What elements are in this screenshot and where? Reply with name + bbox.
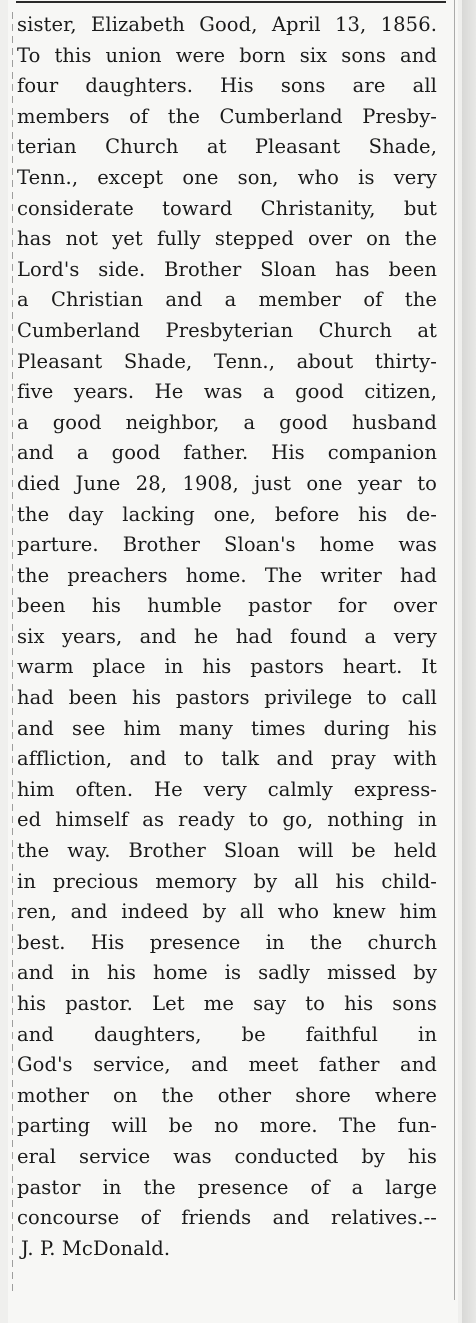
article-line: ren, and indeed by all who knew him xyxy=(17,900,437,924)
top-rule xyxy=(16,1,446,3)
article-line: Lord's side. Brother Sloan has been xyxy=(17,257,437,281)
article-line: parting will be no more. The fun- xyxy=(17,1114,437,1138)
article-line: five years. He was a good citizen, xyxy=(17,380,437,404)
article-line: a Christian and a member of the xyxy=(17,288,437,312)
article-line: and see him many times during his xyxy=(17,716,437,740)
article-line: To this union were born six sons and xyxy=(17,43,437,67)
article-line: in precious memory by all his child- xyxy=(17,869,437,893)
article-line: mother on the other shore where xyxy=(17,1083,437,1107)
article-line: considerate toward Christanity, but xyxy=(17,196,437,220)
left-margin-line xyxy=(12,12,13,1292)
article-line: and a good father. His companion xyxy=(17,441,437,465)
article-line: six years, and he had found a very xyxy=(17,624,437,648)
article-line: died June 28, 1908, just one year to xyxy=(17,471,437,495)
article-line: affliction, and to talk and pray with xyxy=(17,747,437,771)
article-line: concourse of friends and relatives.-- xyxy=(17,1206,437,1230)
article-line: sister, Elizabeth Good, April 13, 1856. xyxy=(17,13,437,36)
article-line: a good neighbor, a good husband xyxy=(17,410,437,434)
obituary-article xyxy=(17,10,437,1264)
article-line: and in his home is sadly missed by xyxy=(17,961,437,985)
article-line: had been his pastors privilege to call xyxy=(17,686,437,710)
article-line: his pastor. Let me say to his sons xyxy=(17,992,437,1015)
article-line: best. His presence in the church xyxy=(17,930,437,954)
article-line: Tenn., except one son, who is very xyxy=(17,165,437,189)
article-line: been his humble pastor for over xyxy=(17,594,437,618)
article-signature: J. P. McDonald. xyxy=(21,1236,171,1260)
article-line: warm place in his pastors heart. It xyxy=(17,655,437,679)
article-line: God's service, and meet father and xyxy=(17,1053,437,1077)
article-line: members of the Cumberland Presby- xyxy=(17,104,437,128)
article-line: four daughters. His sons are all xyxy=(17,74,437,98)
article-line: parture. Brother Sloan's home was xyxy=(17,533,437,557)
article-line: has not yet fully stepped over on the xyxy=(17,227,437,251)
article-line: eral service was conducted by his xyxy=(17,1144,437,1168)
article-line: the way. Brother Sloan will be held xyxy=(17,839,437,863)
page-fold-shadow xyxy=(462,0,476,1323)
article-line: Pleasant Shade, Tenn., about thirty- xyxy=(17,349,437,373)
article-line: and daughters, be faithful in xyxy=(17,1022,437,1046)
article-line: ed himself as ready to go, nothing in xyxy=(17,808,437,832)
article-line: Cumberland Presbyterian Church at xyxy=(17,318,437,342)
article-line: terian Church at Pleasant Shade, xyxy=(17,135,437,159)
article-line: the preachers home. The writer had xyxy=(17,563,437,587)
article-line: pastor in the presence of a large xyxy=(17,1175,437,1199)
article-line: the day lacking one, before his de- xyxy=(17,502,437,526)
article-line: him often. He very calmly express- xyxy=(17,777,437,801)
right-margin-line xyxy=(454,0,455,1300)
